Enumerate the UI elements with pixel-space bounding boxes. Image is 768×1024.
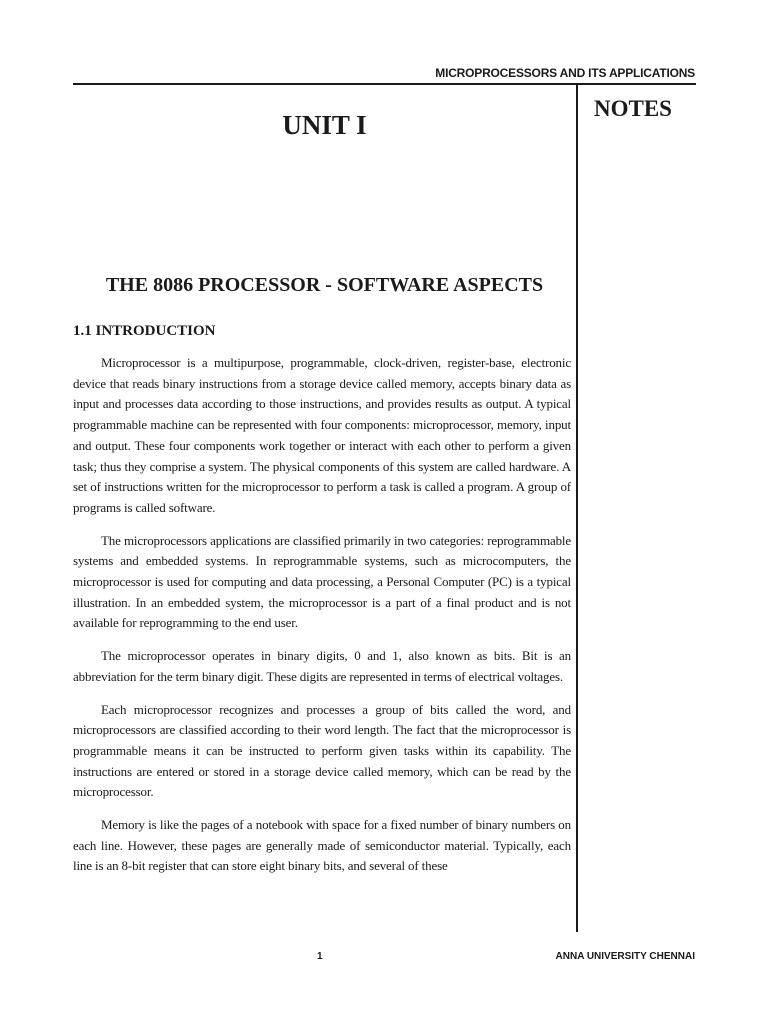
page-number: 1 [317,951,323,962]
header-rule [73,83,696,85]
paragraph-4: Each microprocessor recognizes and processes a group of bits called the word, and microprocessors are classified according to their word length. The fact that the microprocessor is programmable means it can be instructed to perform given tasks within its capability. The instructions are entered or stored in a storage device called memory, which can be read by the microprocessor. [73,701,571,800]
notes-margin-label: NOTES [594,96,672,121]
body-text [73,353,571,889]
unit-title: UNIT I [282,110,367,140]
section-heading: 1.1 INTRODUCTION [73,323,216,339]
running-header-title: MICROPROCESSORS AND ITS APPLICATIONS [435,66,695,80]
paragraph-5: Memory is like the pages of a notebook with space for a fixed number of binary numbers on each line. However, these pages are generally made of semiconductor material. Typically, each line is an 8-bit register that can store eight binary bits, and several of these [73,817,571,874]
paragraph-3: The microprocessor operates in binary digits, 0 and 1, also known as bits. Bit is an abbreviation for the term binary digit. These digits are represented in terms of electrical voltages. [73,648,571,684]
chapter-title: THE 8086 PROCESSOR - SOFTWARE ASPECTS [105,274,544,296]
paragraph-2: The microprocessors applications are classified primarily in two categories: reprogrammable systems and embedded systems. In reprogrammable systems, such as microcomputers, the microprocessor is used for computing and data processing, a Personal Computer (PC) is a typical illustration. In an embedded system, the microprocessor is a part of a final product and is not available for reprogramming to the end user. [73,532,571,631]
paragraph-1: Microprocessor is a multipurpose, programmable, clock-driven, register-base, electronic device that reads binary instructions from a storage device called memory, accepts binary data as input and processes data according to those instructions, and provides results as output. A typical programmable machine can be represented with four components: microprocessor, memory, input and output. These four components work together or interact with each other to perform a given task; thus they comprise a system. The physical components of this system are called hardware. A set of instructions written for the microprocessor to perform a task is called a program. A group of programs is called software. [73,355,571,515]
notes-margin-divider [576,84,578,932]
footer-publisher: ANNA UNIVERSITY CHENNAI [555,951,695,962]
